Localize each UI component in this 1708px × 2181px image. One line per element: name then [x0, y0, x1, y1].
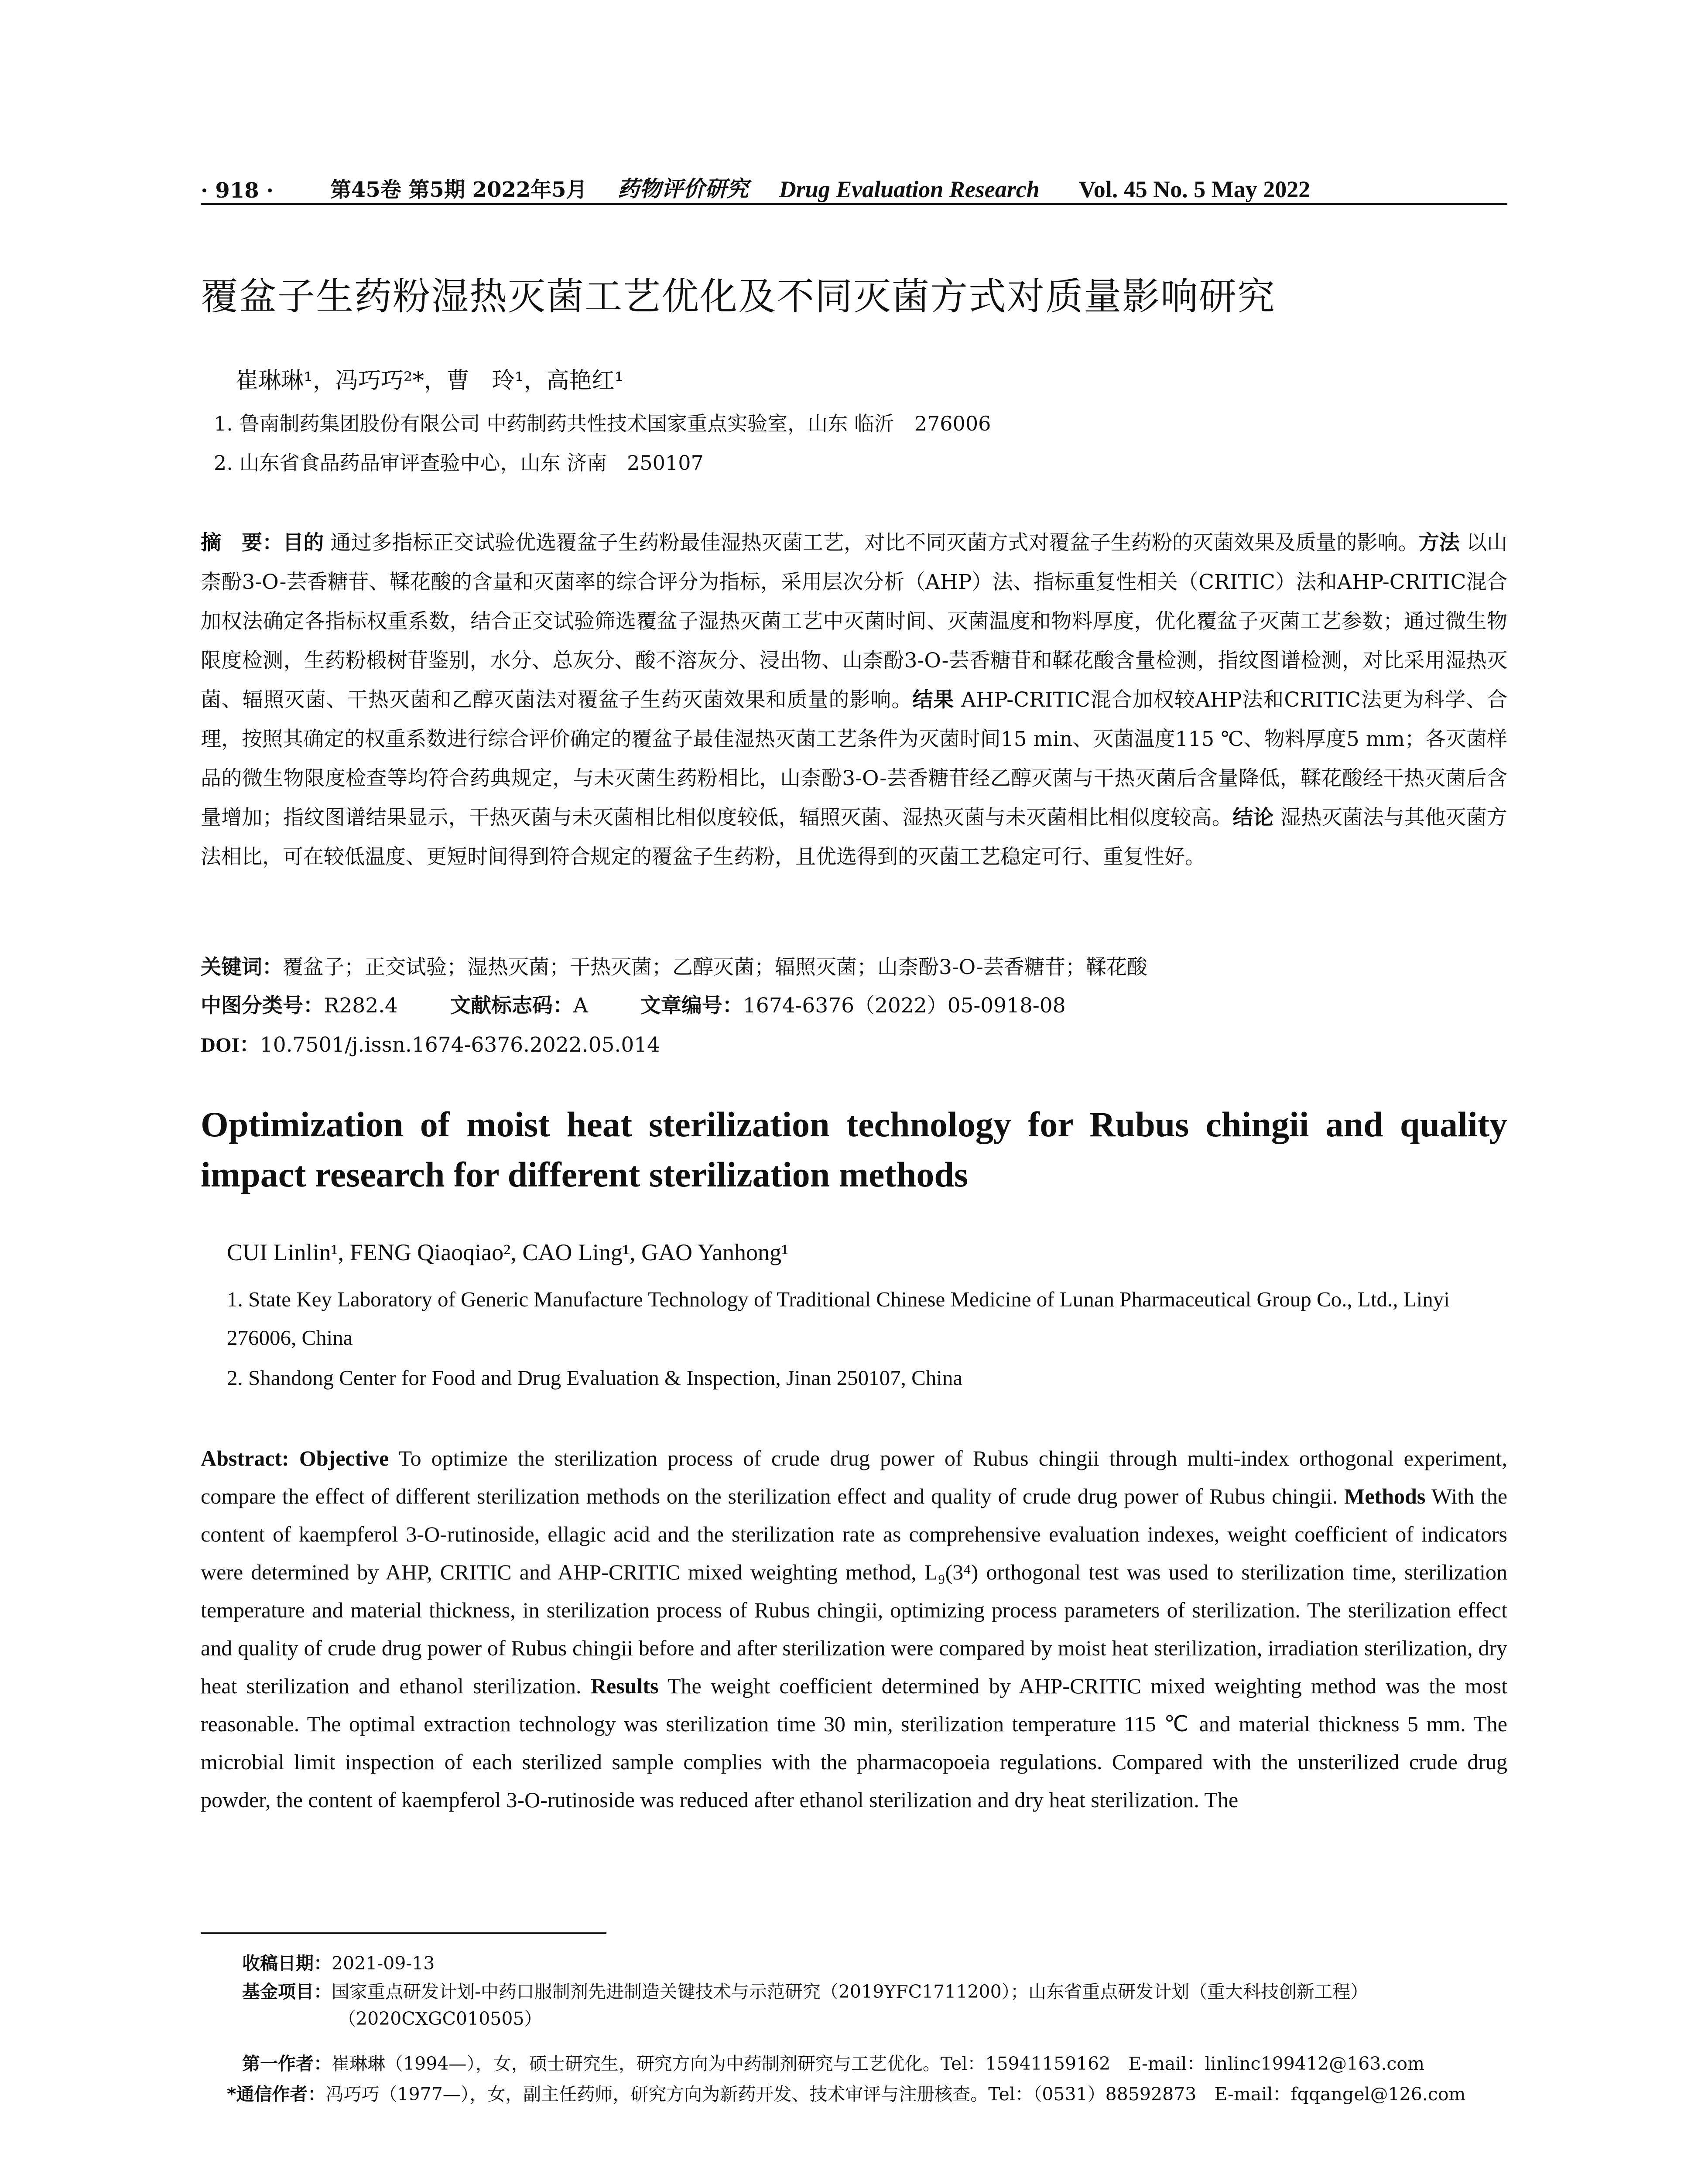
- cn-affiliation-1: 1. 鲁南制药集团股份有限公司 中药制药共性技术国家重点实验室，山东 临沂 276006: [214, 412, 991, 435]
- en-title: Optimization of moist heat sterilization technology for Rubus chingii and quality impact research for different sterilization methods: [201, 1104, 1507, 1194]
- cn-methods-label: 方法: [1418, 531, 1460, 555]
- en-results-label: Results: [590, 1674, 659, 1698]
- clc-label: 中图分类号：: [201, 994, 324, 1018]
- journal-name-en: Drug Evaluation Research: [779, 176, 1040, 202]
- volume-cn: 第45卷 第5期 2022年5月: [330, 178, 587, 202]
- footnote-corresponding: [227, 2081, 1507, 2108]
- cn-abstract: [201, 523, 1507, 877]
- cn-conclusion-label: 结论: [1232, 806, 1274, 830]
- received-label: 收稿日期：: [242, 1953, 332, 1974]
- en-methods-label: Methods: [1344, 1484, 1426, 1508]
- corresponding-value: 冯巧巧（1977—），女，副主任药师，研究方向为新药开发、技术审评与注册核查。Tel：（0531）88592873 E-mail：fqqangel@126.com: [325, 2084, 1466, 2105]
- en-affiliation-2: 2. Shandong Center for Food and Drug Evaluation & Inspection, Jinan 250107, China: [227, 1366, 963, 1390]
- cn-objective-text: 通过多指标正交试验优选覆盆子生药粉最佳湿热灭菌工艺，对比不同灭菌方式对覆盆子生药粉的灭菌效果及质量的影响。: [330, 531, 1419, 555]
- footnote-rule: [201, 1932, 606, 1934]
- cn-objective-label: 目的: [283, 531, 324, 555]
- cn-methods-text: 以山柰酚3-O-芸香糖苷、鞣花酸的含量和灭菌率的综合评分为指标，采用层次分析（AHP）法、指标重复性相关（CRITIC）法和AHP-CRITIC混合加权法确定各指标权重系数，结合正交试验筛选覆盆子湿热灭菌工艺中灭菌时间、灭菌温度和物料厚度，优化覆盆子灭菌工艺参数；通过微生物限度检测，生药粉椴树苷鉴别，水分、总灰分、酸不溶灰分、浸出物、山柰酚3-O-芸香糖苷和鞣花酸含量检测，指纹图谱检测，对比采用湿热灭菌、辐照灭菌、干热灭菌和乙醇灭菌法对覆盆子生药灭菌效果和质量的影响。: [201, 531, 1508, 712]
- doi-label: DOI：: [201, 1034, 260, 1056]
- cn-results-text: AHP-CRITIC混合加权较AHP法和CRITIC法更为科学、合理，按照其确定的权重系数进行综合评价确定的覆盆子最佳湿热灭菌工艺条件为灭菌时间15 min、灭菌温度115 ℃、物料厚度5 mm；各灭菌样品的微生物限度检查等均符合药典规定，与未灭菌生药粉相比，山柰酚3-O-芸香糖苷经乙醇灭菌与干热灭菌后含量降低，鞣花酸经干热灭菌后含量增加；指纹图谱结果显示，干热灭菌与未灭菌相比相似度较低，辐照灭菌、湿热灭菌与未灭菌相比相似度较高。: [201, 688, 1508, 830]
- cn-keywords-text: 覆盆子；正交试验；湿热灭菌；干热灭菌；乙醇灭菌；辐照灭菌；山柰酚3-O-芸香糖苷；鞣花酸: [283, 955, 1147, 979]
- cn-results-label: 结果: [912, 688, 955, 712]
- en-objective-label: Objective: [299, 1446, 389, 1470]
- received-value: 2021-09-13: [332, 1953, 435, 1974]
- en-results-text: The weight coefficient determined by AHP-CRITIC mixed weighting method was the most reasonable. The optimal extraction technology was sterilization time 30 min, sterilization temperature 115 ℃ and material thickness 5 mm. The microbial limit inspection of each sterilized sample complies with the pharmacopoeia regulations. Compared with the unsterilized crude drug powder, the content of kaempferol 3-O-rutinoside was reduced after ethanol sterilization and dry heat sterilization. The: [201, 1674, 1507, 1812]
- doc-code-value: A: [573, 994, 588, 1018]
- en-abstract: [201, 1439, 1507, 1819]
- first-author-value: 崔琳琳（1994—），女，硕士研究生，研究方向为中药制剂研究与工艺优化。Tel：15941159162 E-mail：linlinc199412@163.com: [332, 2053, 1424, 2074]
- running-header: [201, 168, 1507, 205]
- fund-label: 基金项目：: [242, 1981, 332, 2002]
- journal-logo: 药物评价研究: [617, 176, 749, 202]
- volume-en: Vol. 45 No. 5 May 2022: [1078, 176, 1311, 202]
- cn-keywords: [201, 951, 1507, 980]
- en-methods-text: With the content of kaempferol 3-O-rutinoside, ellagic acid and the sterilization rate as comprehensive evaluation indexes, weight coefficient of indicators were determined by AHP, CRITIC and AHP-CRITIC mixed weighting method, L₉(3⁴) orthogonal test was used to sterilization time, sterilization temperature and material thickness, in sterilization process of Rubus chingii, optimizing process parameters of sterilization. The sterilization effect and quality of crude drug power of Rubus chingii before and after sterilization were compared by moist heat sterilization, irradiation sterilization, dry heat sterilization and ethanol sterilization.: [201, 1484, 1508, 1698]
- corresponding-label: *通信作者：: [227, 2084, 326, 2105]
- footnote-fund: [242, 1978, 1507, 2032]
- en-abstract-label: Abstract:: [201, 1446, 289, 1470]
- en-affiliation-1: 1. State Key Laboratory of Generic Manufacture Technology of Traditional Chinese Medicine of Lunan Pharmaceutical Group Co., Ltd., Linyi 276006, China: [227, 1287, 1450, 1350]
- cn-keywords-label: 关键词：: [201, 955, 283, 979]
- cn-authors: 崔琳琳¹，冯巧巧²*，曹 玲¹，高艳红¹: [236, 368, 624, 394]
- article-no-label: 文章编号：: [640, 994, 743, 1018]
- article-no-value: 1674-6376（2022）05-0918-08: [743, 994, 1066, 1018]
- fund-value: 国家重点研发计划-中药口服制剂先进制造关键技术与示范研究（2019YFC1711200）；山东省重点研发计划（重大科技创新工程）（2020CXGC010505）: [332, 1981, 1369, 2029]
- en-objective-text: To optimize the sterilization process of crude drug power of Rubus chingii through multi-index orthogonal experiment, compare the effect of different sterilization methods on the sterilization effect and quality of crude drug power of Rubus chingii.: [201, 1446, 1508, 1508]
- cn-conclusion-text: 湿热灭菌法与其他灭菌方法相比，可在较低温度、更短时间得到符合规定的覆盆子生药粉，且优选得到的灭菌工艺稳定可行、重复性好。: [201, 806, 1508, 869]
- cn-affiliation-2: 2. 山东省食品药品审评查验中心，山东 济南 250107: [214, 451, 704, 475]
- doi-value: 10.7501/j.issn.1674-6376.2022.05.014: [260, 1033, 661, 1057]
- doc-code-label: 文献标志码：: [450, 994, 573, 1018]
- cn-title: 覆盆子生药粉湿热灭菌工艺优化及不同灭菌方式对质量影响研究: [201, 275, 1276, 318]
- first-author-label: 第一作者：: [242, 2053, 332, 2074]
- clc-value: R282.4: [324, 994, 398, 1018]
- page-number: · 918 ·: [201, 178, 274, 203]
- en-authors: CUI Linlin¹, FENG Qiaoqiao², CAO Ling¹, GAO Yanhong¹: [227, 1239, 789, 1265]
- footnote-received: [242, 1950, 1507, 1977]
- classification-row: [201, 989, 1507, 1019]
- footnote-first-author: [242, 2050, 1507, 2077]
- doi-row: [201, 1029, 1507, 1058]
- cn-abstract-label: 摘 要：: [201, 531, 283, 555]
